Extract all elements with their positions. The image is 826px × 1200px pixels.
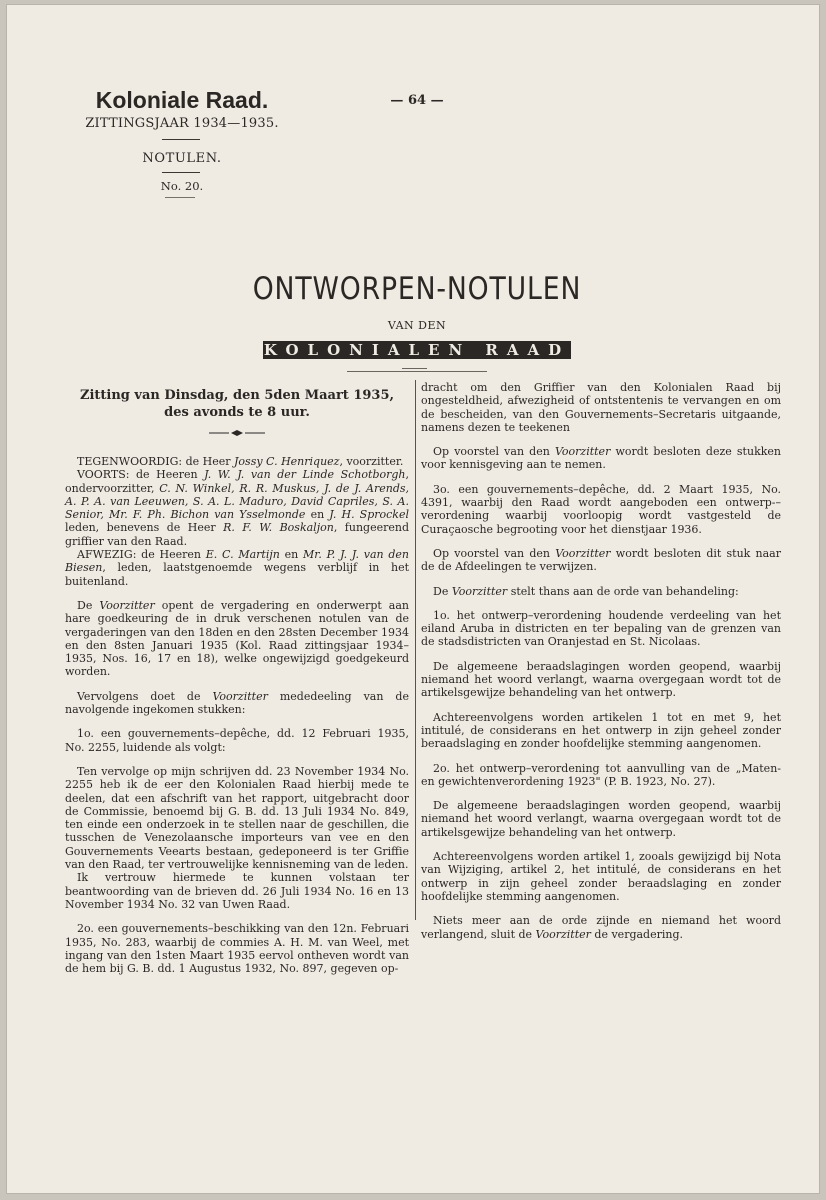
approval-paragraph (65, 599, 409, 679)
title-rule (347, 371, 487, 372)
name-run: R. F. W. Boskaljon (223, 521, 334, 535)
item-3-paragraph: 3o. een gouvernements–depêche, dd. 2 Maart 1935, No. 4391, waarbij den Raad wordt aangeboden een ontwerp-–verordening waarbij voorloopig wordt vastgesteld de Curaçaosche begrooting voor het dienstjaar 1936. (421, 482, 781, 536)
item-1-paragraph: 1o. een gouvernements–depêche, dd. 12 Februari 1935, No. 2255, luidende als volgt: (65, 727, 409, 754)
title-rule (402, 368, 427, 369)
text-run: stelt thans aan de orde van behandeling: (507, 584, 739, 598)
text-run: , fungeerend griffier van den Raad. (65, 521, 409, 548)
name-run: J. H. Sprockel (329, 508, 409, 522)
name-run: Voorzitter (212, 689, 268, 703)
decision-paragraph (421, 445, 781, 472)
header-rule (162, 139, 200, 140)
letter-paragraph: Ten vervolge op mijn schrijven dd. 23 November 1934 No. 2255 heb ik de eer den Kolonialen Raad hierbij mede te deelen, dat een afschrift van het rapport, uitgebracht door de Commissie, benoemd bij G. B. dd. 13 Juli 1934 No. 849, ten einde een onderzoek in te stellen naar de geschillen, die tusschen de Venezolaansche importeurs van vee en den Gouvernements Veearts bestaan, gedeponeerd is ter Griffie van den Raad, ter vertrouwelijke kennisneming van de leden. (65, 764, 409, 872)
document-title: ONTWORPEN-NOTULEN (252, 271, 582, 307)
text-run: VOORTS: de Heeren (77, 468, 205, 482)
text-run: TEGENWOORDIG: de Heer (77, 455, 235, 468)
name-run: Voorzitter (554, 445, 611, 459)
ornament-icon (207, 429, 267, 437)
absent-paragraph (65, 548, 409, 588)
left-column (65, 381, 409, 975)
text-run: , leden, laatstgenoemde wegens verblijf in het buitenland. (65, 561, 409, 588)
adoption-paragraph: Achtereenvolgens worden artikelen 1 tot en met 9, het intitulé, de considerans en het ontwerp in zijn geheel zonder beraadslaging en zonder hoofdelijke stemming aangenomen. (421, 710, 781, 751)
name-run: Mr. P. J. J. van den Biesen (65, 548, 409, 575)
text-run: wordt besloten deze stukken voor kennisgeving aan te nemen. (421, 445, 781, 472)
page-number: — 64 — (390, 93, 444, 108)
referral-paragraph (421, 547, 781, 574)
text-run: AFWEZIG: de Heeren (77, 548, 206, 562)
sitting-line-2: des avonds te 8 uur. (164, 405, 310, 420)
name-run: E. C. Martijn (205, 548, 280, 562)
item-2-paragraph: 2o. een gouvernements–beschikking van den 12n. Februari 1935, No. 283, waarbij de commies A. H. M. van Weel, met ingang van den 1sten Maart 1935 eervol ontheven wordt van de hem bij G. B. dd. 1 Augustus 1932, No. 897, gegeven op- (65, 922, 409, 976)
session-year: ZITTINGSJAAR 1934—1935. (85, 116, 279, 131)
name-run: J. W. J. van der Linde Schotborgh (204, 468, 406, 482)
name-run: Voorzitter (99, 598, 155, 612)
item-2-continuation: dracht om den Griffier van den Kolonialen Raad bij ongesteldheid, afwezigheid of ontstentenis te vervangen en om de bescheiden, van den Gouvernements–Secretaris uitgaande, namens dezen te teekenen (421, 381, 781, 434)
text-run: , ondervoorzitter, (65, 468, 409, 495)
text-run: Niets meer aan de orde zijnde en niemand het woord verlangend, sluit de (421, 914, 781, 941)
text-run: Op voorstel van den (433, 546, 556, 560)
name-run: Jossy C. Henriquez (234, 455, 340, 468)
text-run: de vergadering. (590, 927, 683, 941)
text-run: leden, benevens de Heer (65, 521, 224, 535)
council-name-banner (177, 341, 657, 359)
text-run: en (305, 508, 330, 522)
text-run: De (433, 584, 452, 598)
document-page (6, 4, 820, 1194)
text-run: opent de vergadering en onderwerpt aan hare goedkeuring de in druk verschenen notulen van de vergaderingen van den 18den en den 28sten December 1934 en den 8sten Januari 1935 (Kol. Raad zittingsjaar 1934–1935, Nos. 16, 17 en 18), welke ongewijzigd goedgekeurd worden. (65, 598, 410, 679)
header-rule (162, 172, 200, 173)
present-paragraph (65, 455, 409, 468)
sitting-heading (65, 387, 409, 421)
name-run: Voorzitter (555, 546, 611, 560)
deliberation-paragraph-2: De algemeene beraadslagingen worden geopend, waarbij niemand het woord verlangt, waarna overgegaan wordt tot de artikelsgewijze behandeling van het ontwerp. (421, 799, 781, 839)
voorts-paragraph (65, 468, 409, 548)
name-run: Voorzitter (451, 584, 508, 598)
text-run: en (279, 548, 304, 562)
document-number: No. 20. (160, 179, 204, 193)
announcement-paragraph (65, 690, 409, 717)
text-run: mededeeling van de navolgende ingekomen stukken: (65, 689, 409, 717)
sitting-line-1: Zitting van Dinsdag, den 5den Maart 1935, (79, 388, 395, 403)
notulen-label: NOTULEN. (142, 151, 222, 166)
ornament-divider (65, 429, 409, 437)
text-run: Vervolgens doet de (77, 689, 213, 703)
text-run: Op voorstel van den (433, 445, 555, 459)
text-run: , voorzitter. (339, 455, 404, 468)
closing-paragraph (421, 914, 781, 941)
council-name-text: KOLONIALEN RAAD (263, 341, 571, 359)
right-column (421, 381, 781, 941)
column-divider (415, 380, 416, 920)
name-run: Voorzitter (535, 927, 591, 941)
header-rule (165, 197, 195, 198)
text-run: wordt besloten dit stuk naar de de Afdeelingen te verwijzen. (421, 546, 781, 574)
van-den-label: VAN DEN (387, 319, 447, 332)
text-run: De (77, 598, 100, 612)
letter-closing-paragraph: Ik vertrouw hiermede te kunnen volstaan ter beantwoording van de brieven dd. 26 Juli 1934 No. 16 en 13 November 1934 No. 32 van Uwen Raad. (65, 871, 409, 911)
agenda-paragraph (421, 585, 781, 598)
council-heading: Koloniale Raad. (95, 87, 269, 113)
name-run: C. N. Winkel, R. R. Muskus, J. de J. Arends, A. P. A. van Leeuwen, S. A. L. Maduro, David Capriles, S. A. Senior, Mr. F. Ph. Bichon van Ysselmonde (65, 481, 409, 522)
agenda-item-1: 1o. het ontwerp–verordening houdende verdeeling van het eiland Aruba in districten en ter bepaling van de grenzen van de stadsdistricten van Oranjestad en St. Nicolaas. (421, 608, 781, 649)
deliberation-paragraph: De algemeene beraadslagingen worden geopend, waarbij niemand het woord verlangt, waarna overgegaan wordt tot de artikelsgewijze behandeling van het ontwerp. (421, 659, 781, 700)
agenda-item-2: 2o. het ontwerp–verordening tot aanvulling van de „Maten- en gewichtenverordening 1923" (P. B. 1923, No. 27). (421, 761, 781, 788)
adoption-paragraph-2: Achtereenvolgens worden artikel 1, zooals gewijzigd bij Nota van Wijziging, artikel 2, het intitulé, de considerans en het ontwerp in zijn geheel zonder beraadslaging en zonder hoofdelijke stemming aangenomen. (421, 850, 781, 903)
